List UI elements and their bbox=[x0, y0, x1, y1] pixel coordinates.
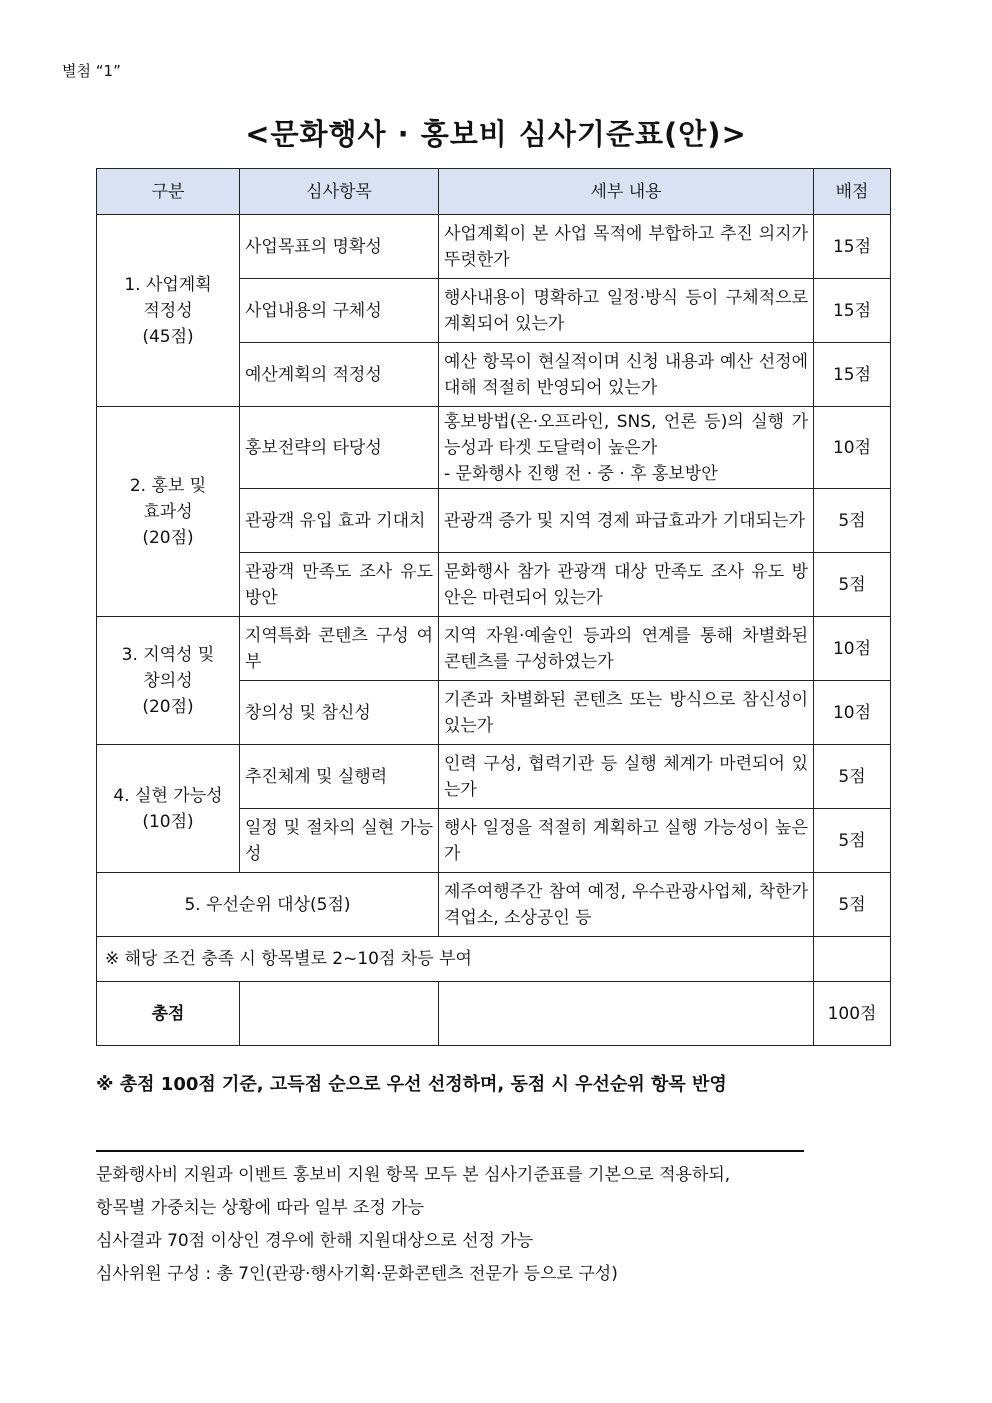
header-category: 구분 bbox=[97, 169, 240, 215]
total-score: 100점 bbox=[814, 982, 891, 1046]
detail-cell: 문화행사 참가 관광객 대상 만족도 조사 유도 방안은 마련되어 있는가 bbox=[439, 553, 814, 617]
detail-cell: 관광객 증가 및 지역 경제 파급효과가 기대되는가 bbox=[439, 489, 814, 553]
detail-cell: 지역 자원·예술인 등과의 연계를 통해 차별화된 콘텐츠를 구성하였는가 bbox=[439, 617, 814, 681]
score-cell: 10점 bbox=[814, 407, 891, 489]
total-row bbox=[97, 982, 891, 1046]
item-cell: 지역특화 콘텐츠 구성 여부 bbox=[240, 617, 439, 681]
divider bbox=[96, 1150, 804, 1152]
document-title: <문화행사 · 홍보비 심사기준표(안)> bbox=[245, 117, 747, 151]
empty-cell bbox=[240, 982, 439, 1046]
priority-label: 5. 우선순위 대상(5점) bbox=[97, 873, 439, 937]
detail-cell: 홍보방법(온·오프라인, SNS, 언론 등)의 실행 가능성과 타겟 도달력이 높은가 - 문화행사 진행 전 · 중 · 후 홍보방안 bbox=[439, 407, 814, 489]
category-cell: 1. 사업계획 적정성 (45점) bbox=[97, 215, 240, 407]
header-detail: 세부 내용 bbox=[439, 169, 814, 215]
detail-cell: 인력 구성, 협력기관 등 실행 체계가 마련되어 있는가 bbox=[439, 745, 814, 809]
detail-cell: 기존과 차별화된 콘텐츠 또는 방식으로 참신성이 있는가 bbox=[439, 681, 814, 745]
item-cell: 예산계획의 적정성 bbox=[240, 343, 439, 407]
empty-cell bbox=[439, 982, 814, 1046]
table-header-row bbox=[97, 169, 891, 215]
item-cell: 관광객 만족도 조사 유도 방안 bbox=[240, 553, 439, 617]
score-cell: 5점 bbox=[814, 809, 891, 873]
score-cell: 15점 bbox=[814, 279, 891, 343]
detail-cell: 사업계획이 본 사업 목적에 부합하고 추진 의지가 뚜렷한가 bbox=[439, 215, 814, 279]
score-cell: 15점 bbox=[814, 215, 891, 279]
total-label: 총점 bbox=[97, 982, 240, 1046]
item-cell: 추진체계 및 실행력 bbox=[240, 745, 439, 809]
priority-detail: 제주여행주간 참여 예정, 우수관광사업체, 착한가격업소, 소상공인 등 bbox=[439, 873, 814, 937]
category-cell: 2. 홍보 및 효과성 (20점) bbox=[97, 407, 240, 617]
table-row bbox=[97, 407, 891, 489]
condition-row bbox=[97, 937, 891, 982]
table-row bbox=[97, 215, 891, 279]
category-cell: 3. 지역성 및 창의성 (20점) bbox=[97, 617, 240, 745]
table-row bbox=[97, 617, 891, 681]
table-row bbox=[97, 745, 891, 809]
priority-score: 5점 bbox=[814, 873, 891, 937]
priority-row bbox=[97, 873, 891, 937]
attachment-label: 별첨 “1” bbox=[62, 62, 121, 80]
score-cell: 10점 bbox=[814, 681, 891, 745]
category-cell: 4. 실현 가능성 (10점) bbox=[97, 745, 240, 873]
score-cell: 5점 bbox=[814, 553, 891, 617]
score-cell: 15점 bbox=[814, 343, 891, 407]
header-score: 배점 bbox=[814, 169, 891, 215]
detail-cell: 예산 항목이 현실적이며 신청 내용과 예산 선정에 대해 적절히 반영되어 있는가 bbox=[439, 343, 814, 407]
score-cell: 5점 bbox=[814, 745, 891, 809]
condition-note: ※ 해당 조건 충족 시 항목별로 2~10점 차등 부여 bbox=[97, 937, 814, 982]
item-cell: 사업내용의 구체성 bbox=[240, 279, 439, 343]
score-cell: 10점 bbox=[814, 617, 891, 681]
empty-cell bbox=[814, 937, 891, 982]
footnote: 문화행사비 지원과 이벤트 홍보비 지원 항목 모두 본 심사기준표를 기본으로 적용하되, bbox=[96, 1165, 731, 1185]
header-item: 심사항목 bbox=[240, 169, 439, 215]
detail-cell: 행사 일정을 적절히 계획하고 실행 가능성이 높은가 bbox=[439, 809, 814, 873]
main-note: ※ 총점 100점 기준, 고득점 순으로 우선 선정하며, 동점 시 우선순위 항목 반영 bbox=[96, 1074, 727, 1095]
footnote: 항목별 가중치는 상황에 따라 일부 조정 가능 bbox=[96, 1198, 425, 1218]
item-cell: 홍보전략의 타당성 bbox=[240, 407, 439, 489]
score-cell: 5점 bbox=[814, 489, 891, 553]
item-cell: 사업목표의 명확성 bbox=[240, 215, 439, 279]
footnote: 심사위원 구성 : 총 7인(관광·행사기획·문화콘텐츠 전문가 등으로 구성) bbox=[96, 1264, 618, 1284]
item-cell: 일정 및 절차의 실현 가능성 bbox=[240, 809, 439, 873]
criteria-table bbox=[96, 168, 891, 1046]
item-cell: 창의성 및 참신성 bbox=[240, 681, 439, 745]
item-cell: 관광객 유입 효과 기대치 bbox=[240, 489, 439, 553]
detail-cell: 행사내용이 명확하고 일정·방식 등이 구체적으로 계획되어 있는가 bbox=[439, 279, 814, 343]
footnote: 심사결과 70점 이상인 경우에 한해 지원대상으로 선정 가능 bbox=[96, 1231, 534, 1251]
